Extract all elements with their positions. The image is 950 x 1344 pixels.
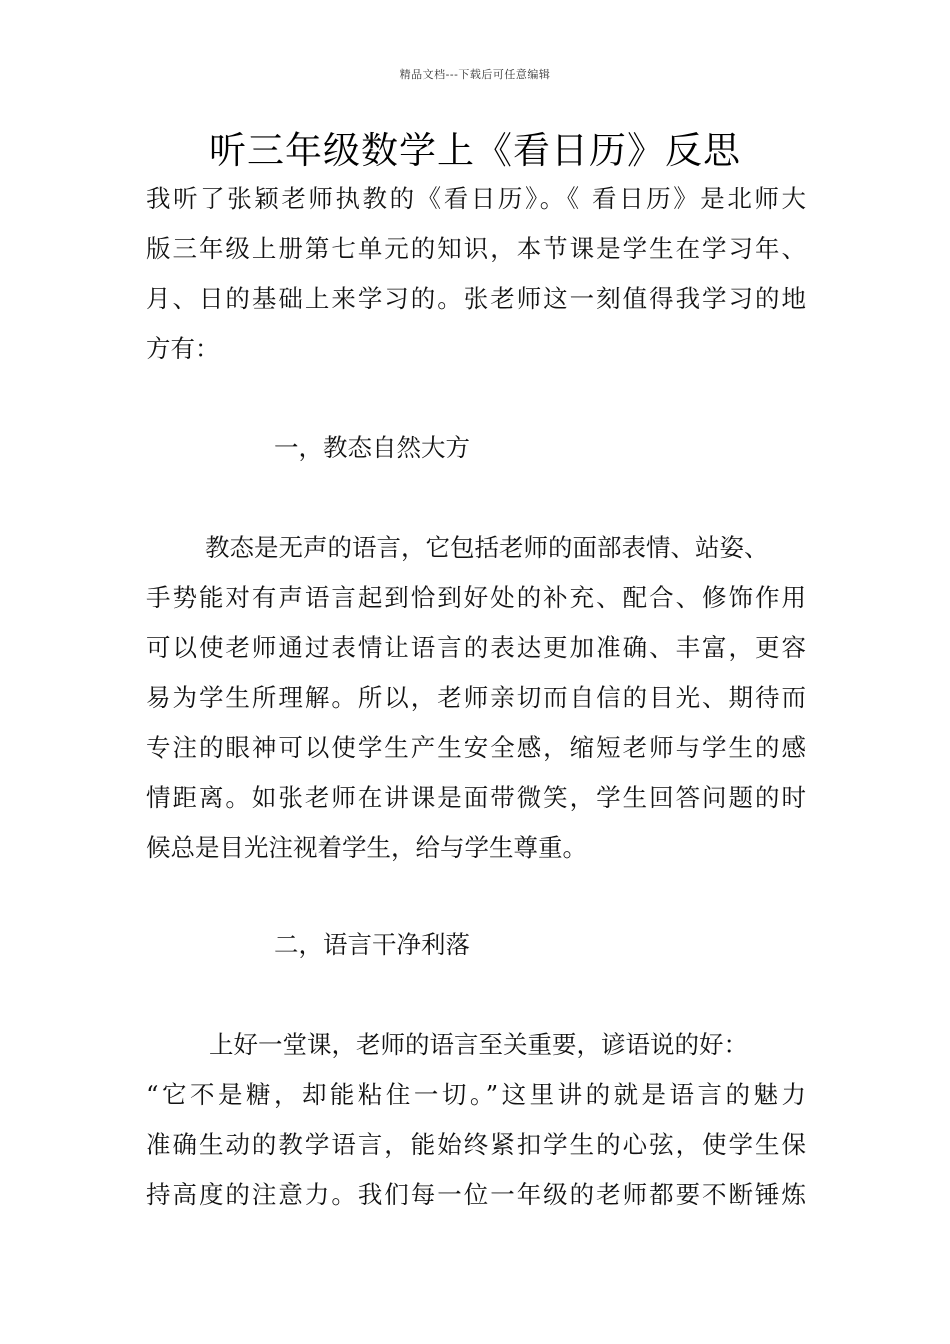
- intro-line: 版三年级上册第七单元的知识，本节课是学生在学习年、: [146, 234, 806, 263]
- header-note: 精品文档---下载后可任意编辑: [399, 68, 551, 81]
- section1-line: 候总是目光注视着学生，给与学生尊重。: [146, 833, 587, 862]
- section2-line: 持高度的注意力。我们每一位一年级的老师都要不断锤炼: [146, 1180, 806, 1209]
- intro-line: 我听了张颖老师执教的《看日历》。《 看日历》是北师大: [146, 184, 806, 213]
- section1-line: 手势能对有声语言起到恰到好处的补充、配合、修饰作用: [146, 583, 806, 612]
- intro-line: 方有：: [146, 334, 220, 363]
- section1-line: 情距离。如张老师在讲课是面带微笑，学生回答问题的时: [146, 783, 806, 812]
- section-heading-2: 二，语言干净利落: [274, 930, 470, 959]
- section1-line: 可以使老师通过表情让语言的表达更加准确、丰富，更容: [146, 633, 806, 662]
- section2-line: 上好一堂课，老师的语言至关重要，谚语说的好：: [160, 1030, 748, 1059]
- section2-line: 准确生动的教学语言，能始终紧扣学生的心弦，使学生保: [146, 1130, 806, 1159]
- section1-line: 易为学生所理解。所以，老师亲切而自信的目光、期待而: [146, 683, 806, 712]
- section1-line: 教态是无声的语言，它包括老师的面部表情、站姿、: [156, 533, 769, 562]
- section2-line: “它不是糖，却能粘住一切。”这里讲的就是语言的魅力: [146, 1080, 806, 1109]
- section-heading-1: 一，教态自然大方: [274, 433, 470, 462]
- section1-line: 专注的眼神可以使学生产生安全感，缩短老师与学生的感: [146, 733, 806, 762]
- document-title: 听三年级数学上《看日历》反思: [209, 129, 741, 172]
- intro-line: 月、日的基础上来学习的。张老师这一刻值得我学习的地: [146, 284, 806, 313]
